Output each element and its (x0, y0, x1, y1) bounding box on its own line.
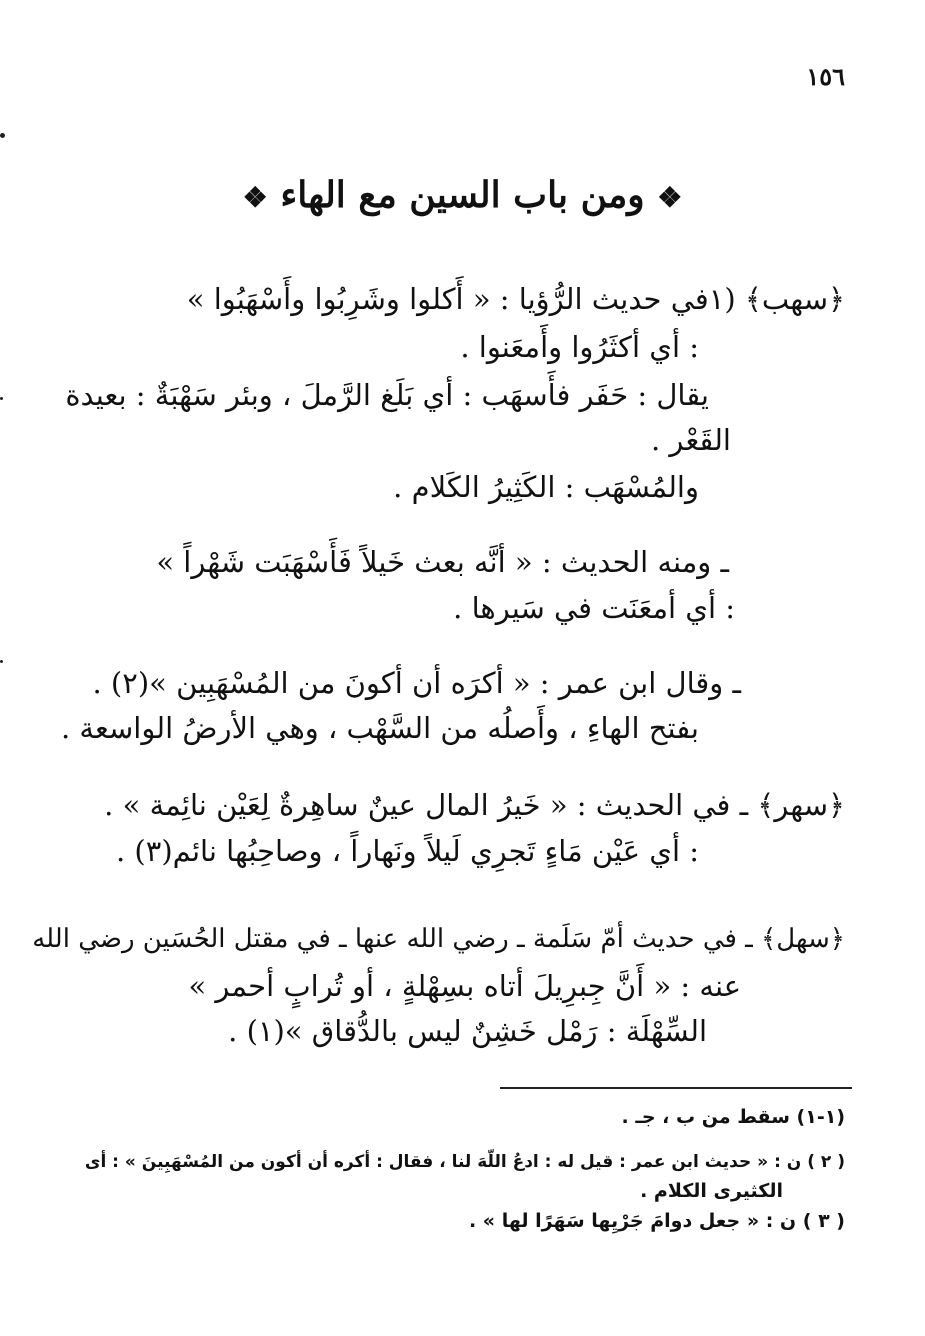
text-line: : أي أكثَرُوا وأَمعَنوا . (460, 330, 699, 364)
text-line: ـ وقال ابن عمر : « أكرَه أن أكونَ من المُسْهَبِين »(٢) . (92, 666, 741, 700)
entry-sahab-line: ﴿سهب﴾ (١في حديث الرُّؤيا : « أَكلوا وشَرِبُوا وأَسْهَبُوا » (186, 282, 845, 316)
text-line: والمُسْهَب : الكَثِيرُ الكَلام . (393, 470, 699, 504)
footnote: ( ٢ ) ن : « حديث ابن عمر : قيل له : ادعُ اللّهَ لنا ، فقال : أكره أن أكون من المُسْهَبِينَ » : أى (84, 1152, 845, 1172)
text-line: ـ ومنه الحديث : « أنَّه بعث خَيلاً فَأَسْهَبَت شَهْراً » (156, 545, 729, 579)
footnote-rule (500, 1087, 852, 1089)
entry-sahar-line: ﴿سهر﴾ ـ في الحديث : « خَيرُ المال عينٌ ساهِرةٌ لِعَيْن نائِمة » . (104, 788, 845, 822)
scan-mark (0, 397, 3, 400)
title-ornament-right: ❖ (657, 181, 683, 214)
scan-mark (0, 660, 3, 663)
entry-sahl-line: ﴿سهل﴾ ـ في حديث أمّ سَلَمة ـ رضي الله عنها ـ في مقتل الحُسَين رضي الله (32, 924, 845, 954)
text-line: : أي عَيْن مَاءٍ تَجرِي لَيلاً ونَهاراً ، وصاحِبُها نائم(٣) . (116, 834, 699, 868)
text-line: القَعْر . (651, 423, 731, 457)
footnote: ( ٣ ) ن : « جعل دوامَ جَرْيِها سَهَرًا لها » . (468, 1210, 845, 1232)
page-number: ١٥٦ (806, 62, 845, 91)
chapter-title (0, 174, 925, 216)
title-ornament-left: ❖ (242, 181, 268, 214)
text-line: يقال : حَفَر فأَسهَب : أي بَلَغ الرَّملَ ، وبئر سَهْبَةٌ : بعيدة (65, 378, 709, 412)
footnote: الكثيرى الكلام . (640, 1180, 783, 1202)
chapter-title-text: ومن باب السين مع الهاء (280, 174, 645, 216)
footnote: (١-١) سقط من ب ، جـ . (621, 1106, 845, 1128)
text-line: بفتح الهاءِ ، وأَصلُه من السَّهْب ، وهي الأرضُ الواسعة . (60, 711, 699, 745)
scan-mark (0, 133, 5, 138)
text-line: عنه : « أَنَّ جِبرِيلَ أتاه بسِهْلةٍ ، أو تُرابٍ أحمر » (188, 969, 741, 1003)
text-line: السِّهْلَة : رَمْل خَشِنٌ ليس بالدُّقاق »(١) . (228, 1014, 707, 1048)
text-line: : أي أمعَنَت في سَيرها . (453, 591, 735, 625)
